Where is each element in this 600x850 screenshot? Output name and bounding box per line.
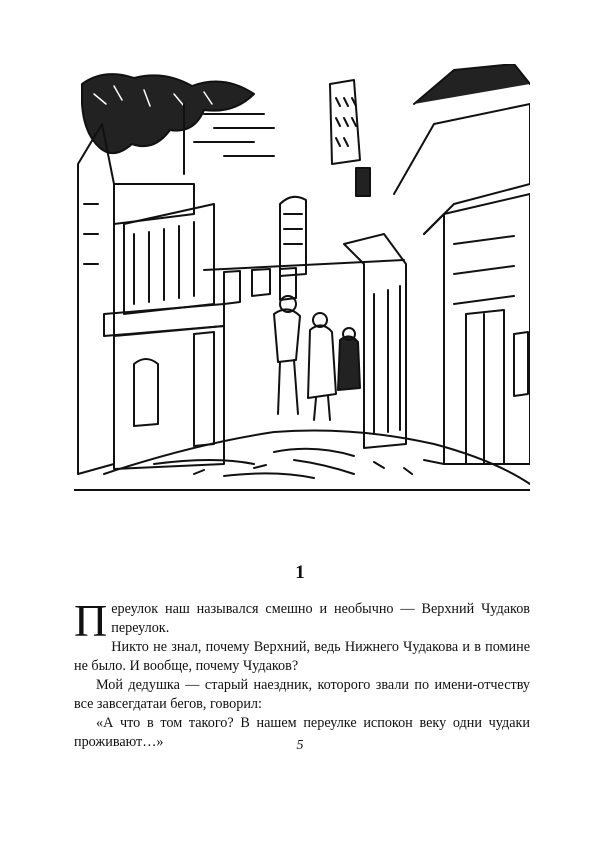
paragraph-1-text: ереулок наш назывался смешно и необычно — Верхний Чудаков переулок. — [111, 601, 530, 636]
chapter-number: 1 — [295, 562, 305, 583]
street-illustration — [74, 64, 530, 492]
page-number: 5 — [296, 738, 304, 753]
chapter-text — [74, 595, 530, 752]
paragraph-3: Мой дедушка — старый наездник, которого звали по имени-отчеству все завсегдатаи бегов, говорил: — [74, 677, 530, 712]
paragraph-4: «А что в том такого? В нашем переулке испокон веку одни чудаки проживают…» — [74, 715, 530, 750]
paragraph-2: Никто не знал, почему Верхний, ведь Нижнего Чудакова и в помине не было. И вообще, почему Чудаков? — [74, 639, 530, 674]
paragraph-1 — [74, 595, 530, 646]
drop-cap: П — [74, 595, 108, 646]
